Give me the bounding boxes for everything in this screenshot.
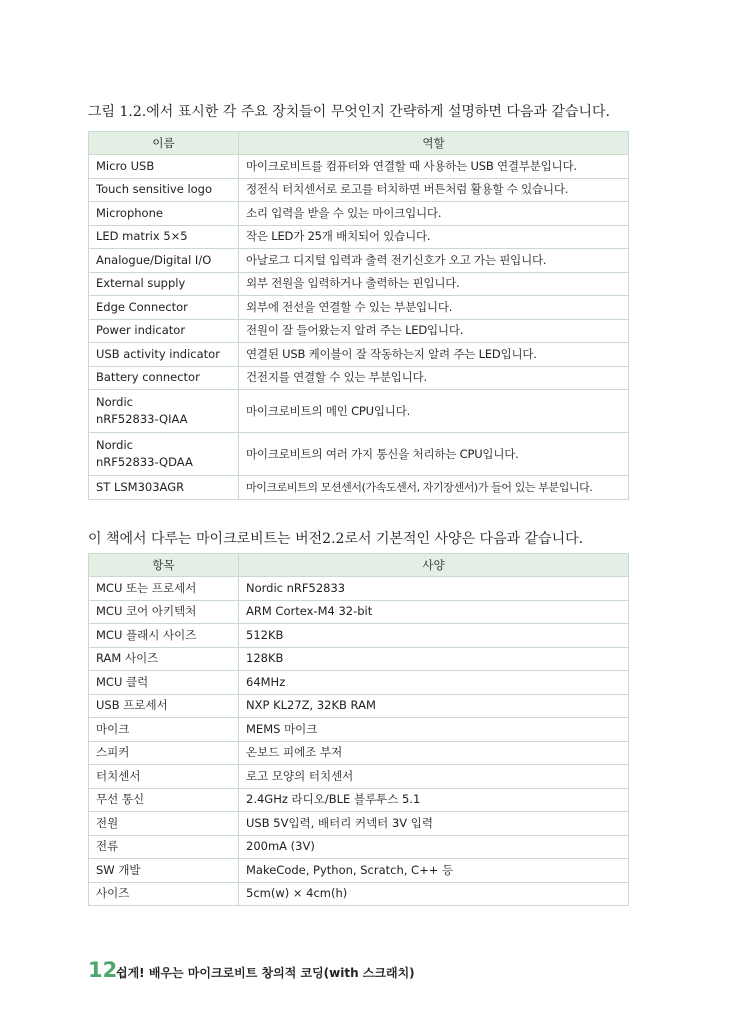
device-name-line2: nRF52833-QIAA <box>96 412 188 426</box>
table-row <box>89 319 629 343</box>
device-name: Edge Connector <box>89 296 239 320</box>
device-name-line1: Nordic <box>96 395 133 409</box>
header-spec: 사양 <box>239 554 629 577</box>
spec-item: 무선 통신 <box>89 788 239 812</box>
table-row <box>89 812 629 836</box>
table-row <box>89 765 629 789</box>
spec-item: MCU 클럭 <box>89 671 239 695</box>
spec-item: 사이즈 <box>89 882 239 906</box>
spec-value: 2.4GHz 라디오/BLE 블루투스 5.1 <box>239 788 629 812</box>
spec-item: 스피커 <box>89 741 239 765</box>
device-role: 정전식 터치센서로 로고를 터치하면 버튼처럼 활용할 수 있습니다. <box>239 178 629 202</box>
spec-value: 로고 모양의 터치센서 <box>239 765 629 789</box>
header-item: 항목 <box>89 554 239 577</box>
intro-paragraph-2: 이 책에서 다루는 마이크로비트는 버전2.2로서 기본적인 사양은 다음과 같습니다. <box>88 531 584 547</box>
spec-item: USB 프로세서 <box>89 694 239 718</box>
table-row <box>89 202 629 226</box>
table-row <box>89 433 629 476</box>
header-name: 이름 <box>89 132 239 155</box>
table-row <box>89 476 629 500</box>
spec-item: MCU 플래시 사이즈 <box>89 624 239 648</box>
table-row <box>89 718 629 742</box>
device-role: 마이크로비트를 컴퓨터와 연결할 때 사용하는 USB 연결부분입니다. <box>239 155 629 179</box>
page-number: 12 <box>88 958 118 982</box>
spec-value: USB 5V입력, 배터리 커넥터 3V 입력 <box>239 812 629 836</box>
device-name: Micro USB <box>89 155 239 179</box>
spec-value: MakeCode, Python, Scratch, C++ 등 <box>239 859 629 883</box>
spec-item: 터치센서 <box>89 765 239 789</box>
spec-value: NXP KL27Z, 32KB RAM <box>239 694 629 718</box>
spec-item: RAM 사이즈 <box>89 647 239 671</box>
device-role: 마이크로비트의 모션센서(가속도센서, 자기장센서)가 들어 있는 부분입니다. <box>239 476 629 500</box>
device-role: 외부 전원을 입력하거나 출력하는 핀입니다. <box>239 272 629 296</box>
spec-item: 전원 <box>89 812 239 836</box>
device-name: External supply <box>89 272 239 296</box>
device-role: 아날로그 디지털 입력과 출력 전기신호가 오고 가는 핀입니다. <box>239 249 629 273</box>
table-row <box>89 155 629 179</box>
device-role-table <box>88 131 629 500</box>
device-name: Microphone <box>89 202 239 226</box>
device-name: USB activity indicator <box>89 343 239 367</box>
spec-value: Nordic nRF52833 <box>239 577 629 601</box>
spec-value: 200mA (3V) <box>239 835 629 859</box>
table-header-row <box>89 554 629 577</box>
table-row <box>89 694 629 718</box>
intro-paragraph-1: 그림 1.2.에서 표시한 각 주요 장치들이 무엇인지 간략하게 설명하면 다음과 같습니다. <box>88 104 610 120</box>
spec-item: 전류 <box>89 835 239 859</box>
table-row <box>89 859 629 883</box>
book-title: 쉽게! 배우는 마이크로비트 창의적 코딩(with 스크래치) <box>116 966 415 980</box>
spec-item: SW 개발 <box>89 859 239 883</box>
table-header-row <box>89 132 629 155</box>
table-row <box>89 366 629 390</box>
header-role: 역할 <box>239 132 629 155</box>
device-role: 작은 LED가 25개 배치되어 있습니다. <box>239 225 629 249</box>
table-row <box>89 343 629 367</box>
table-row <box>89 882 629 906</box>
table-row <box>89 788 629 812</box>
device-name: LED matrix 5×5 <box>89 225 239 249</box>
table-row <box>89 577 629 601</box>
device-name-line1: Nordic <box>96 438 133 452</box>
table-row <box>89 600 629 624</box>
spec-value: 64MHz <box>239 671 629 695</box>
spec-value: 온보드 피에조 부저 <box>239 741 629 765</box>
spec-value: 512KB <box>239 624 629 648</box>
device-name: Battery connector <box>89 366 239 390</box>
table-row <box>89 647 629 671</box>
device-name: Analogue/Digital I/O <box>89 249 239 273</box>
spec-item: MCU 코어 아키텍처 <box>89 600 239 624</box>
spec-value: 128KB <box>239 647 629 671</box>
table-row <box>89 671 629 695</box>
device-name: Touch sensitive logo <box>89 178 239 202</box>
spec-item: 마이크 <box>89 718 239 742</box>
spec-table <box>88 553 629 906</box>
table-row <box>89 225 629 249</box>
device-name: Power indicator <box>89 319 239 343</box>
device-role: 소리 입력을 받을 수 있는 마이크입니다. <box>239 202 629 226</box>
device-name-line2: nRF52833-QDAA <box>96 455 193 469</box>
device-name <box>89 433 239 476</box>
device-name: ST LSM303AGR <box>89 476 239 500</box>
table-row <box>89 296 629 320</box>
spec-value: ARM Cortex-M4 32-bit <box>239 600 629 624</box>
device-role: 마이크로비트의 메인 CPU입니다. <box>239 390 629 433</box>
device-role: 연결된 USB 케이블이 잘 작동하는지 알려 주는 LED입니다. <box>239 343 629 367</box>
spec-item: MCU 또는 프로세서 <box>89 577 239 601</box>
table-row <box>89 249 629 273</box>
spec-value: MEMS 마이크 <box>239 718 629 742</box>
table-row <box>89 178 629 202</box>
table-row <box>89 272 629 296</box>
device-role: 외부에 전선을 연결할 수 있는 부분입니다. <box>239 296 629 320</box>
table-row <box>89 741 629 765</box>
spec-value: 5cm(w) × 4cm(h) <box>239 882 629 906</box>
table-row <box>89 390 629 433</box>
device-role: 전원이 잘 들어왔는지 알려 주는 LED입니다. <box>239 319 629 343</box>
table-row <box>89 624 629 648</box>
table-row <box>89 835 629 859</box>
device-role: 마이크로비트의 여러 가지 통신을 처리하는 CPU입니다. <box>239 433 629 476</box>
device-role: 건전지를 연결할 수 있는 부분입니다. <box>239 366 629 390</box>
device-name <box>89 390 239 433</box>
